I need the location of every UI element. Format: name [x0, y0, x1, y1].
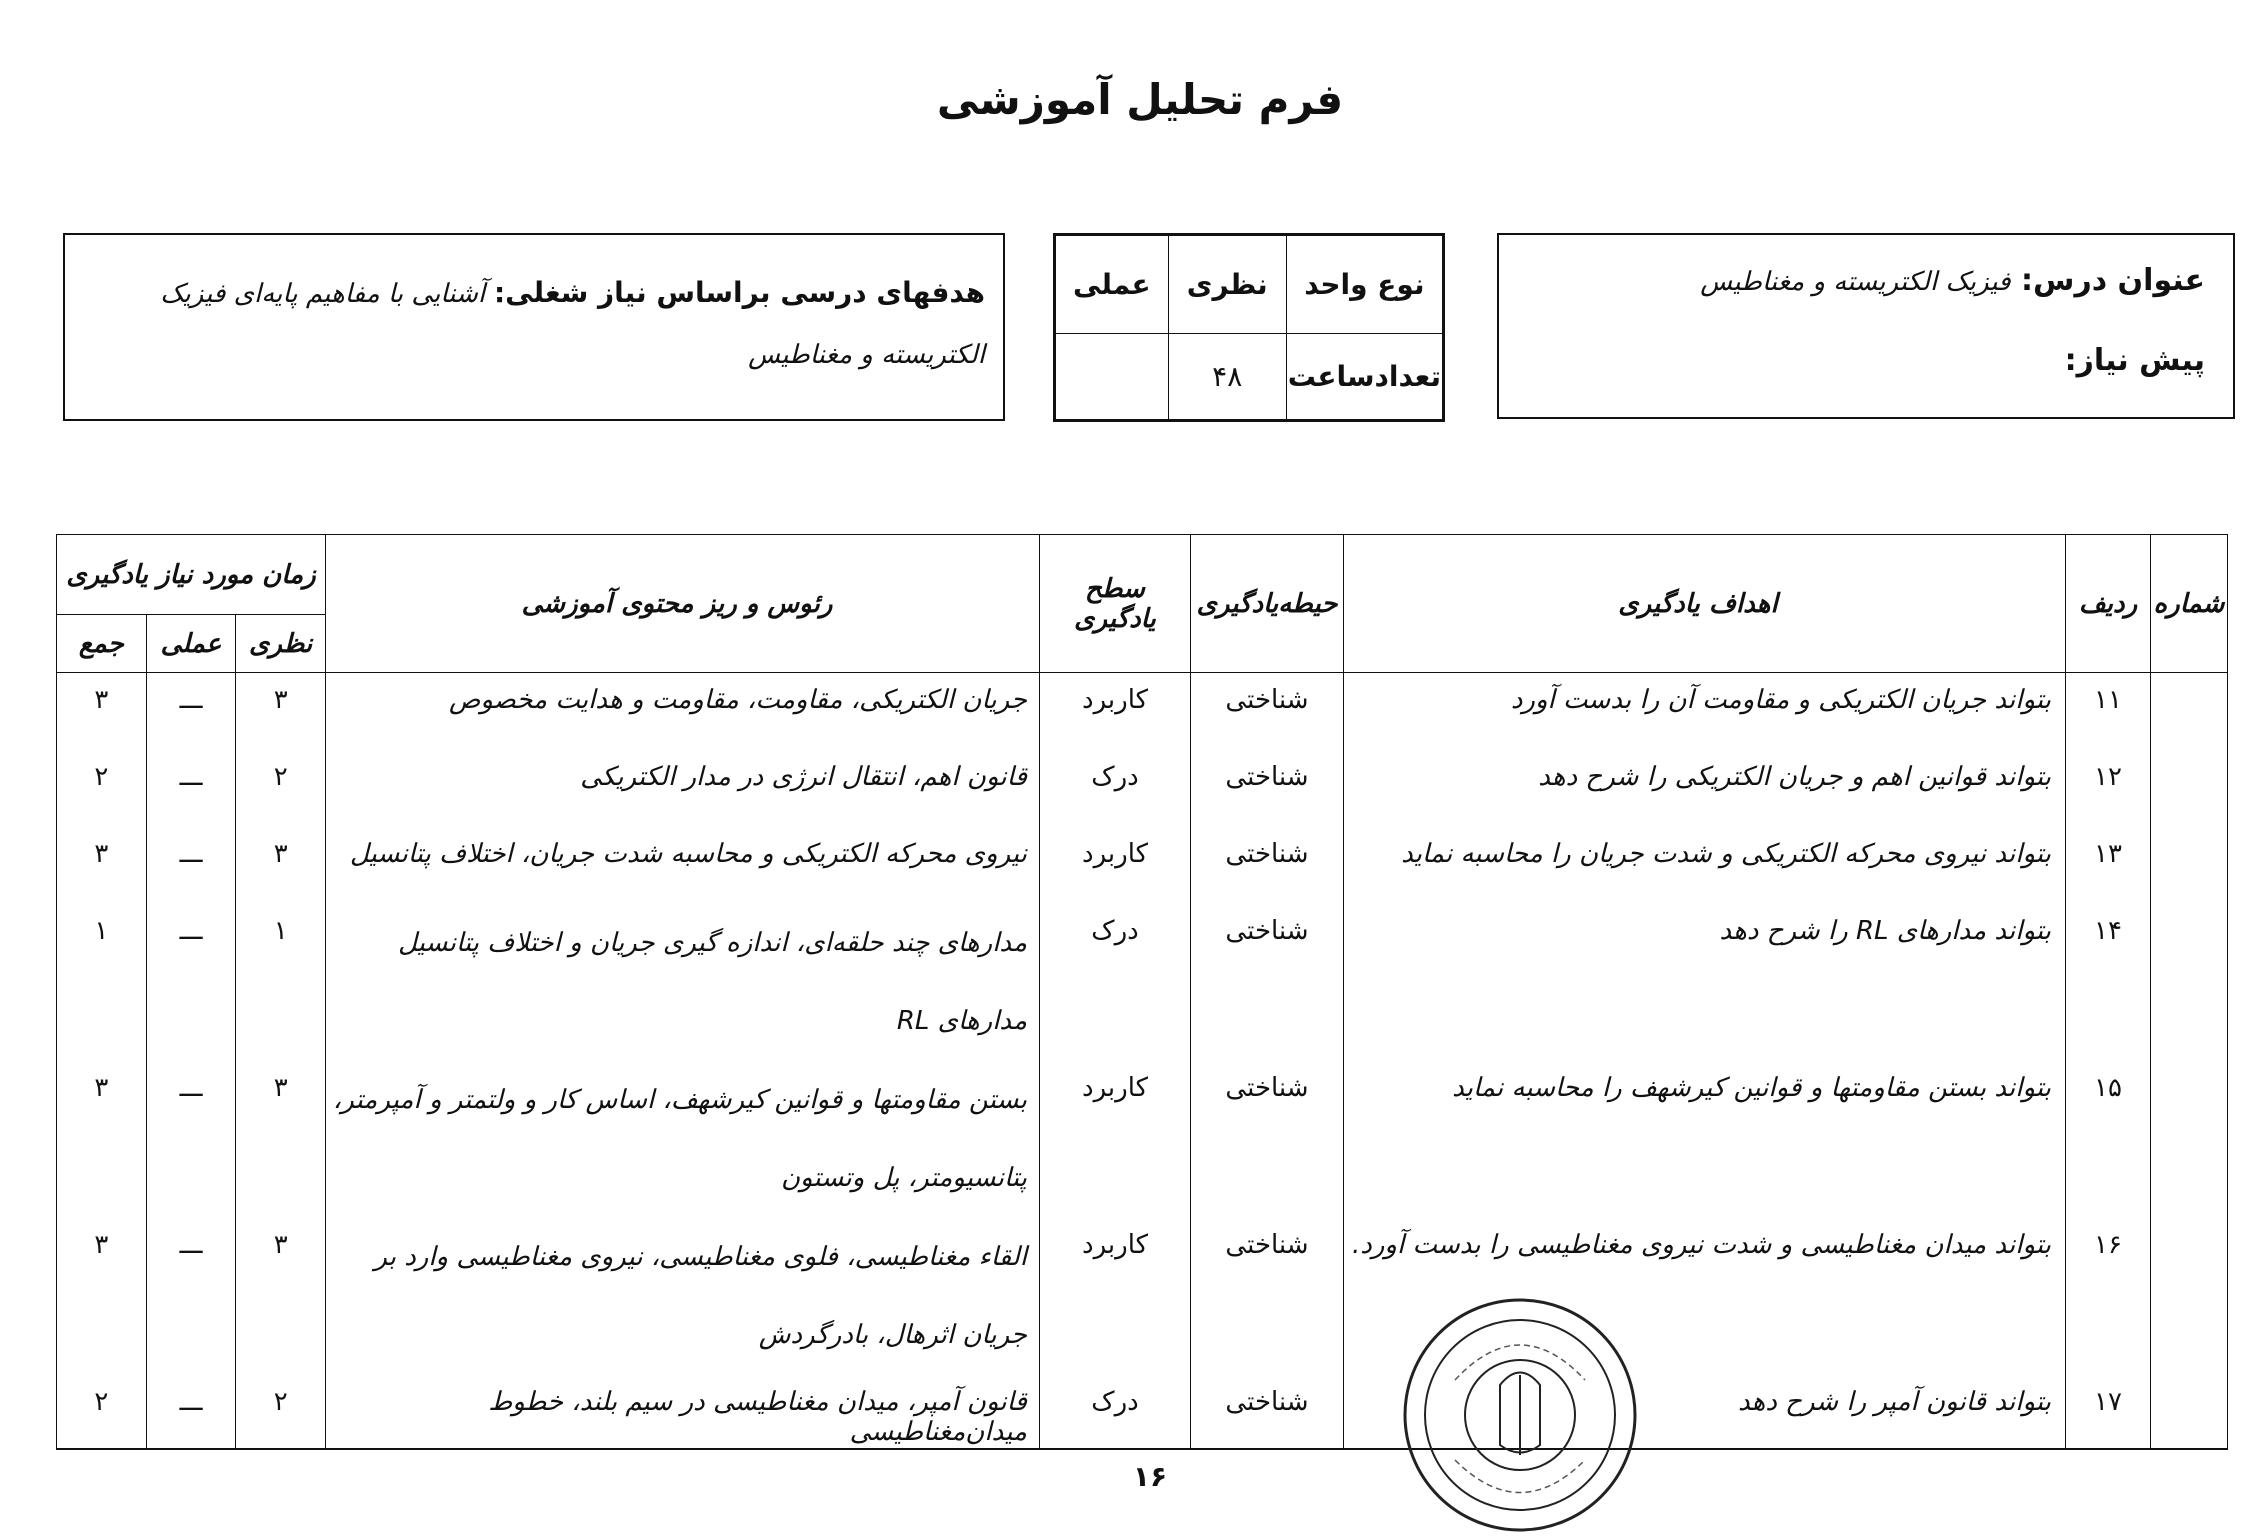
cell-total: ۳ [57, 1061, 147, 1218]
cell-level: درک [1040, 1375, 1191, 1449]
cell-row: ۱۷ [2066, 1375, 2151, 1449]
cell-total: ۳ [57, 827, 147, 904]
cell-number [2151, 904, 2228, 1061]
cell-total: ۳ [57, 1218, 147, 1375]
header-total: جمع [57, 615, 147, 673]
course-info-box [1497, 233, 2235, 419]
unit-type-box [1053, 233, 1445, 422]
cell-theory: ۲ [236, 1375, 326, 1449]
practical-hours [1056, 334, 1169, 420]
table-row [57, 673, 2228, 750]
cell-row: ۱۴ [2066, 904, 2151, 1061]
cell-goal: بتواند نیروی محرکه الکتریکی و شدت جریان را محاسبه نماید [1344, 827, 2066, 904]
header-theory: نظری [236, 615, 326, 673]
cell-number [2151, 1061, 2228, 1218]
course-title-label: عنوان درس: [2021, 263, 2205, 298]
cell-goal: بتواند قانون آمپر را شرح دهد [1344, 1375, 2066, 1449]
cell-total: ۲ [57, 1375, 147, 1449]
header-number: شماره [2151, 535, 2228, 673]
cell-domain: شناختی [1191, 904, 1344, 1061]
cell-topic: قانون اهم، انتقال انرژی در مدار الکتریکی [326, 750, 1040, 827]
theory-hours: ۴۸ [1168, 334, 1286, 420]
cell-goal: بتواند میدان مغناطیسی و شدت نیروی مغناطیسی را بدست آورد. [1344, 1218, 2066, 1375]
cell-domain: شناختی [1191, 750, 1344, 827]
cell-practical: ـــ [146, 750, 236, 827]
unit-type-label: نوع واحد [1286, 236, 1442, 334]
page-number: ۱۶ [1132, 1460, 1168, 1493]
cell-level: کاربرد [1040, 827, 1191, 904]
cell-theory: ۳ [236, 673, 326, 750]
cell-row: ۱۳ [2066, 827, 2151, 904]
cell-row: ۱۲ [2066, 750, 2151, 827]
form-title: فرم تحلیل آموزشی [936, 75, 1344, 124]
cell-topic: جریان الکتریکی، مقاومت، مقاومت و هدایت مخصوص [326, 673, 1040, 750]
course-title-value: فیزیک الکتریسته و مغناطیس [1700, 267, 2011, 297]
cell-practical: ـــ [146, 1218, 236, 1375]
hours-label: تعدادساعت [1286, 334, 1442, 420]
cell-level: درک [1040, 904, 1191, 1061]
cell-theory: ۱ [236, 904, 326, 1061]
table-row [57, 1375, 2228, 1449]
cell-level: کاربرد [1040, 1061, 1191, 1218]
cell-domain: شناختی [1191, 1061, 1344, 1218]
cell-goal: بتواند جریان الکتریکی و مقاومت آن را بدست آورد [1344, 673, 2066, 750]
cell-topic: مدارهای چند حلقه‌ای، اندازه گیری جریان و اختلاف پتانسیل مدارهای RL [326, 904, 1040, 1061]
cell-practical: ـــ [146, 1061, 236, 1218]
course-goals-box [63, 233, 1005, 421]
header-topics: رئوس و ریز محتوی آموزشی [326, 535, 1040, 673]
official-seal-stamp [1395, 1290, 1645, 1540]
cell-level: کاربرد [1040, 1218, 1191, 1375]
header-row: ردیف [2066, 535, 2151, 673]
cell-total: ۱ [57, 904, 147, 1061]
header-objectives: اهداف یادگیری [1344, 535, 2066, 673]
cell-total: ۲ [57, 750, 147, 827]
course-title-line [1700, 263, 2205, 298]
cell-number [2151, 1218, 2228, 1375]
cell-row: ۱۱ [2066, 673, 2151, 750]
header-level: سطح یادگیری [1040, 535, 1191, 673]
table-row [57, 904, 2228, 1061]
cell-practical: ـــ [146, 904, 236, 1061]
cell-number [2151, 1375, 2228, 1449]
cell-number [2151, 827, 2228, 904]
cell-practical: ـــ [146, 827, 236, 904]
table-row [57, 1218, 2228, 1375]
cell-level: درک [1040, 750, 1191, 827]
goals-label: هدفهای درسی براساس نیاز شغلی: [493, 276, 985, 309]
unit-theory-label: نظری [1168, 236, 1286, 334]
cell-topic: القاء مغناطیسی، فلوی مغناطیسی، نیروی مغناطیسی وارد بر جریان اثرهال، بادرگردش [326, 1218, 1040, 1375]
cell-theory: ۳ [236, 1061, 326, 1218]
prereq-line [2065, 343, 2205, 378]
cell-row: ۱۵ [2066, 1061, 2151, 1218]
goals-text: آشنایی با مفاهیم پایه‌ای فیزیک الکتریسته و مغناطیس [160, 279, 985, 370]
cell-total: ۳ [57, 673, 147, 750]
cell-number [2151, 673, 2228, 750]
cell-goal: بتواند مدارهای RL را شرح دهد [1344, 904, 2066, 1061]
cell-practical: ـــ [146, 673, 236, 750]
cell-domain: شناختی [1191, 1218, 1344, 1375]
cell-level: کاربرد [1040, 673, 1191, 750]
table-row [57, 1061, 2228, 1218]
cell-domain: شناختی [1191, 1375, 1344, 1449]
table-row [57, 827, 2228, 904]
cell-row: ۱۶ [2066, 1218, 2151, 1375]
cell-goal: بتواند بستن مقاومتها و قوانین کیرشهف را محاسبه نماید [1344, 1061, 2066, 1218]
prereq-label: پیش نیاز: [2064, 343, 2205, 378]
cell-theory: ۳ [236, 1218, 326, 1375]
unit-practical-label: عملی [1056, 236, 1169, 334]
header-domain: حیطه‌یادگیری [1191, 535, 1344, 673]
analysis-table [56, 534, 2228, 1450]
cell-domain: شناختی [1191, 827, 1344, 904]
cell-topic: قانون آمپر، میدان مغناطیسی در سیم بلند، خطوط میدان‌مغناطیسی [326, 1375, 1040, 1449]
cell-goal: بتواند قوانین اهم و جریان الکتریکی را شرح دهد [1344, 750, 2066, 827]
cell-domain: شناختی [1191, 673, 1344, 750]
cell-number [2151, 750, 2228, 827]
header-time: زمان مورد نیاز یادگیری [57, 535, 326, 615]
table-row [57, 750, 2228, 827]
cell-theory: ۳ [236, 827, 326, 904]
cell-theory: ۲ [236, 750, 326, 827]
header-practical: عملی [146, 615, 236, 673]
cell-topic: نیروی محرکه الکتریکی و محاسبه شدت جریان، اختلاف پتانسیل [326, 827, 1040, 904]
cell-topic: بستن مقاومتها و قوانین کیرشهف، اساس کار و ولتمتر و آمپرمتر، پتانسیومتر، پل وتستون [326, 1061, 1040, 1218]
cell-practical: ـــ [146, 1375, 236, 1449]
